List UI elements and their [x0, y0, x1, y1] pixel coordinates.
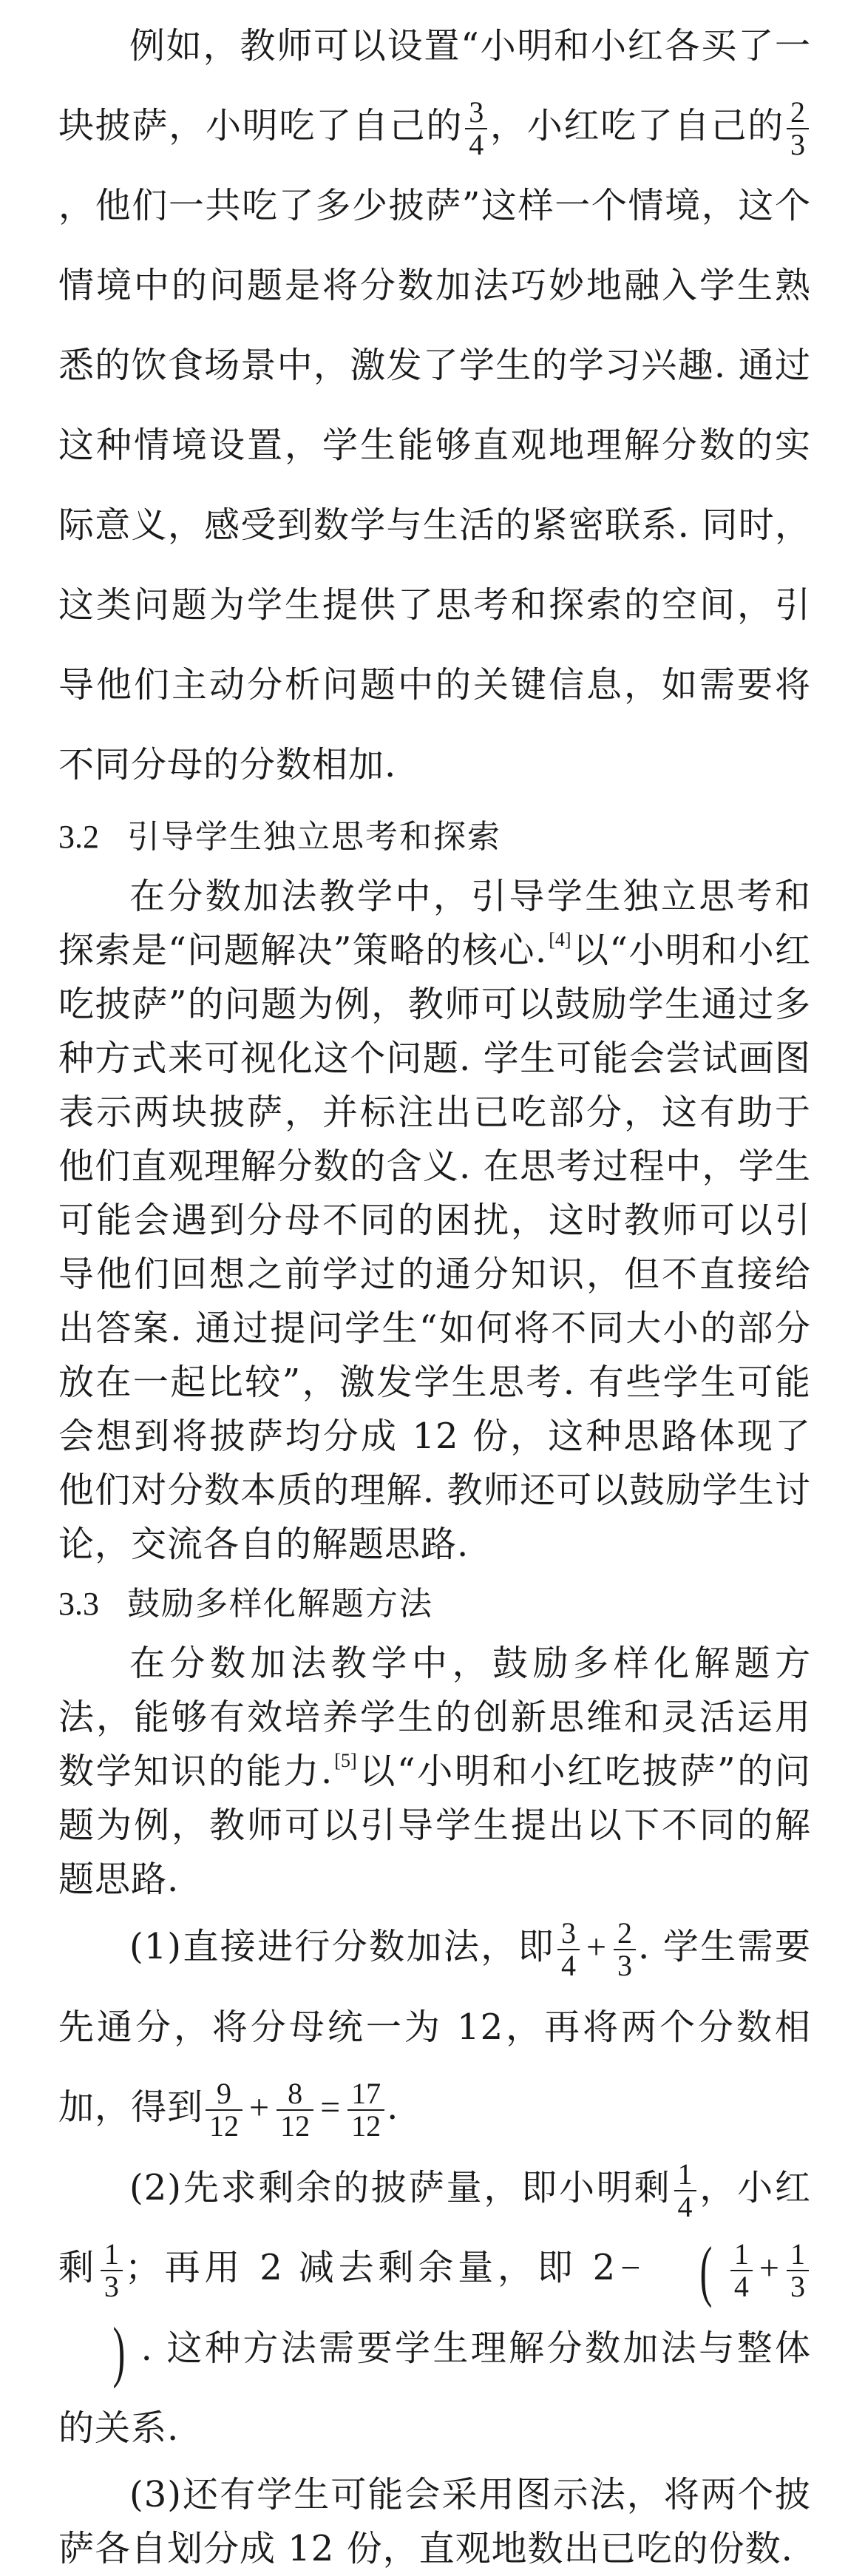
text-run: 以“小明和小红吃披萨”的问题为例，教师可以鼓励学生通过多种方式来可视化这个问题. 学生可能会尝试画图表示两块披萨，并标注出已吃部分，这有助于他们直观理解分数的含义. 在思考过程中，学生可能会遇到分母不同的困扰，这时教师可以引导他们回想之前学过的通分知识，但不直接给出答案. 通过提问学生“如何将不同大小的部分放在一起比较”，激发学生思考. 有些学生可能会想到将披萨均分成 12 份，这种思路体现了他们对分数本质的理解. 教师还可以鼓励学生讨论，交流各自的解题思路.: [58, 930, 811, 1565]
text-run: . 这种方法需要学生理解分数加法与整体的关系.: [58, 2327, 811, 2449]
plus-sign: +: [759, 2248, 780, 2288]
numerator: 9: [217, 2076, 232, 2110]
citation-ref: [4]: [549, 929, 571, 950]
section-heading-3-2: [58, 805, 811, 870]
numerator: 1: [677, 2157, 693, 2191]
fraction-one-third: [101, 2239, 123, 2302]
numerator: 3: [560, 1916, 576, 1950]
denominator: 3: [614, 1949, 636, 1981]
denominator: 4: [674, 2190, 696, 2222]
denominator: 3: [787, 2270, 809, 2302]
denominator: 12: [206, 2109, 242, 2142]
numerator: 1: [733, 2237, 749, 2271]
fraction-two-thirds: [787, 97, 809, 160]
paragraph-pizza-example: [58, 6, 811, 805]
text-run: 在分数加法教学中，鼓励多样化解题方法，能够有效培养学生的创新思维和灵活运用数学知识的能力.: [58, 1643, 811, 1792]
section-title: 引导学生独立思考和探索: [127, 818, 501, 856]
text-run: ，他们一共吃了多少披萨”这样一个情境，这个情境中的问题是将分数加法巧妙地融入学生熟悉的饮食场景中，激发了学生的学习兴趣. 通过这种情境设置，学生能够直观地理解分数的实际意义，感受到数学与生活的紧密联系. 同时，这类问题为学生提供了思考和探索的空间，引导他们主动分析问题中的关键信息，如需要将不同分母的分数相加.: [58, 185, 811, 785]
fraction-one-quarter: [730, 2239, 753, 2302]
text-run: ，小红剩: [58, 2167, 811, 2288]
numerator: 2: [617, 1916, 633, 1950]
fraction-one-third: [787, 2239, 809, 2302]
fraction-three-quarters: [465, 97, 487, 160]
plus-sign: +: [249, 2088, 271, 2127]
paragraph-method-3: [58, 2468, 811, 2576]
numerator: 1: [104, 2237, 119, 2271]
denominator: 3: [101, 2270, 123, 2302]
text-run: (2)先求剩余的披萨量，即小明剩: [129, 2167, 672, 2208]
minus-sign: −: [620, 2248, 642, 2288]
denominator: 4: [730, 2270, 753, 2302]
fraction-one-quarter: [674, 2159, 696, 2222]
text-run: ，小红吃了自己的: [489, 105, 784, 146]
text-run: 以“小明和小红吃披萨”的问题为例，教师可以引导学生提出以下不同的解题思路.: [58, 1751, 811, 1900]
paragraph-diverse-methods: [58, 1637, 811, 1907]
fraction-nine-twelfths: [206, 2078, 242, 2142]
denominator: 12: [347, 2109, 384, 2142]
text-run: 例如，教师可以设置“小明和小红各买了一块披萨，小明吃了自己的: [58, 25, 811, 146]
equals-sign: =: [320, 2088, 342, 2127]
text-run: . 学生需要先通分，将分母统一为 12，再将两个分数相加，得到: [58, 1926, 811, 2128]
section-title: 鼓励多样化解题方法: [127, 1585, 433, 1623]
fraction-eight-twelfths: [277, 2078, 313, 2142]
paragraph-method-1: [58, 1907, 811, 2148]
numerator: 8: [288, 2076, 303, 2110]
fraction-three-quarters: [557, 1918, 580, 1981]
section-number: 3.2: [58, 819, 99, 855]
section-heading-3-3: [58, 1572, 811, 1637]
plus-sign: +: [586, 1927, 608, 1967]
section-number: 3.3: [58, 1586, 99, 1622]
paragraph-method-2: [58, 2148, 811, 2468]
text-run: .: [387, 2086, 399, 2128]
denominator: 12: [277, 2109, 313, 2142]
left-parenthesis: (: [699, 2232, 713, 2308]
numerator: 1: [790, 2237, 805, 2271]
denominator: 3: [787, 128, 809, 160]
paragraph-independent-thinking: [58, 870, 811, 1572]
text-run: ；再用 2 减去剩余量，即 2: [124, 2247, 617, 2288]
numerator: 3: [469, 95, 484, 129]
denominator: 4: [465, 128, 487, 160]
numerator: 17: [351, 2076, 381, 2110]
numerator: 2: [790, 95, 805, 129]
text-run: (3)还有学生可能会采用图示法，将两个披萨各自划分成 12 份，直观地数出已吃的份数.: [58, 2474, 811, 2569]
right-parenthesis: ): [112, 2313, 126, 2389]
fraction-seventeen-twelfths: [347, 2078, 384, 2142]
denominator: 4: [557, 1949, 580, 1981]
citation-ref: [5]: [334, 1750, 357, 1771]
text-run: (1)直接进行分数加法，即: [129, 1926, 555, 1967]
fraction-two-thirds: [614, 1918, 636, 1981]
text-run: 在分数加法教学中，引导学生独立思考和探索是“问题解决”策略的核心.: [58, 876, 811, 971]
